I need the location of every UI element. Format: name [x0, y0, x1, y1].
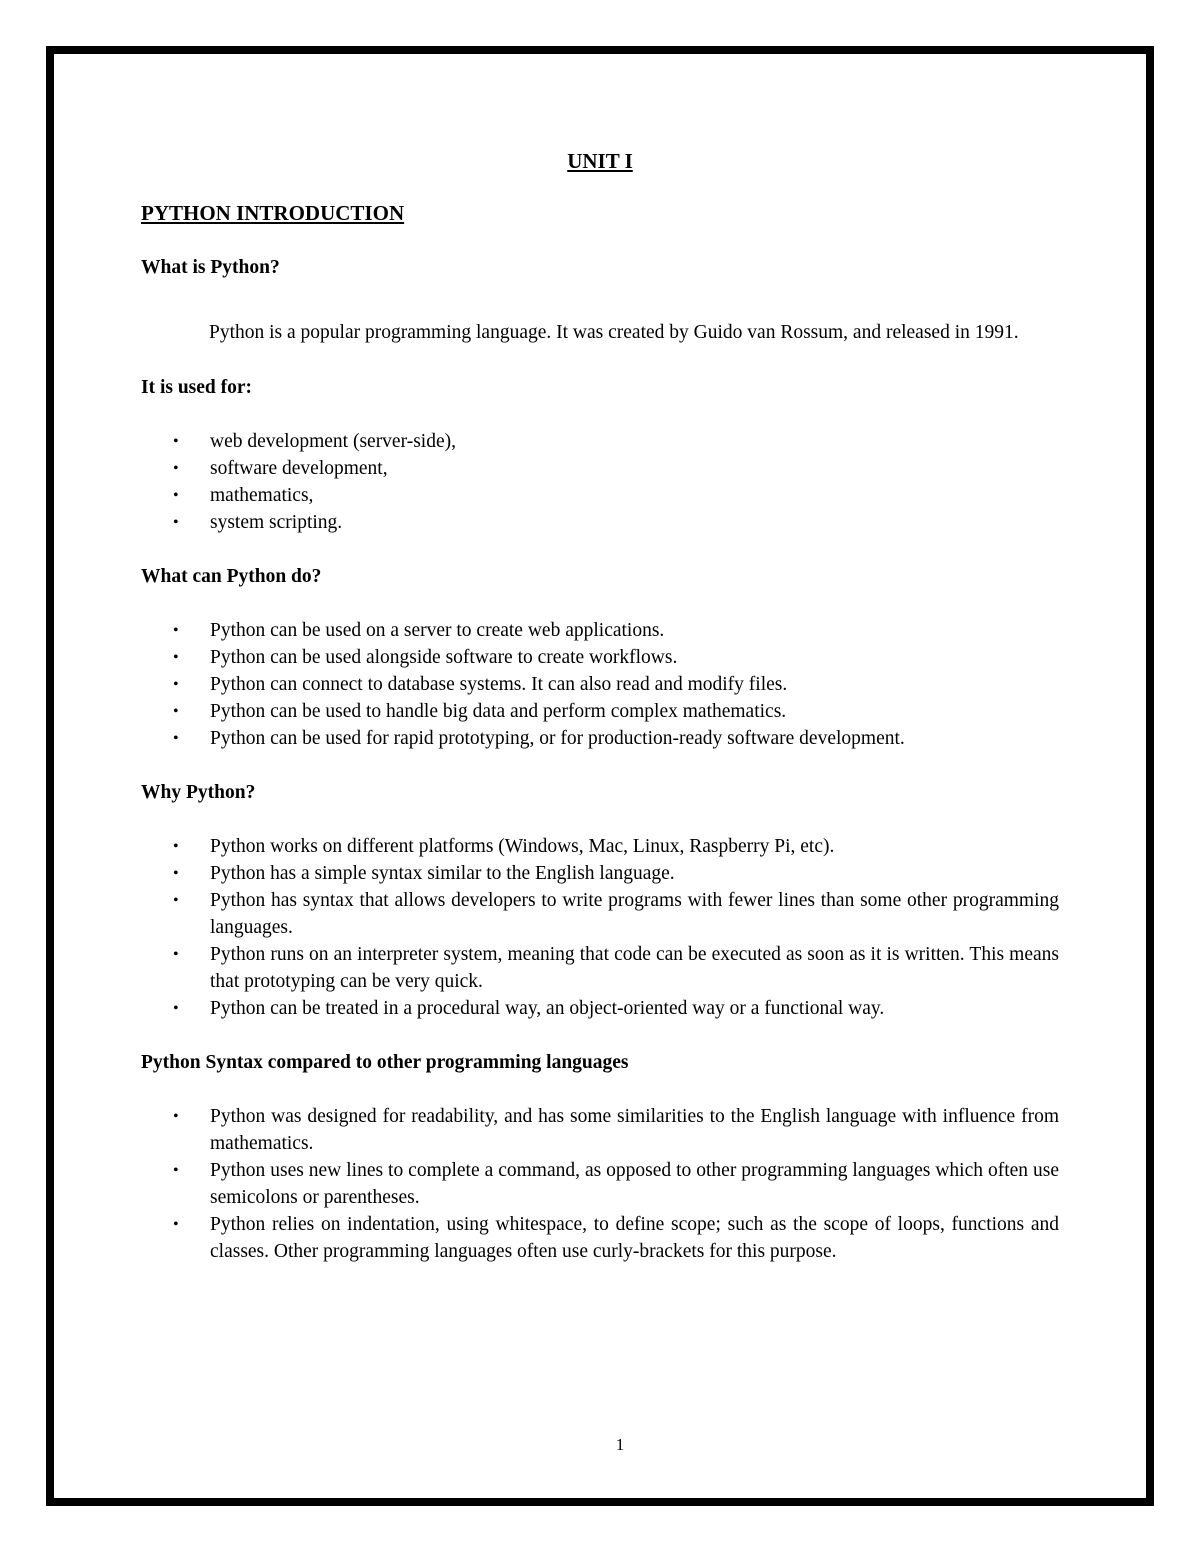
- list-item-text: Python relies on indentation, using whitespace, to define scope; such as the scope of loops, functions and classes. Other programming languages often use curly-brackets for this purpose.: [210, 1214, 1059, 1262]
- list-item-text: Python works on different platforms (Windows, Mac, Linux, Raspberry Pi, etc).: [210, 836, 835, 857]
- bullet-icon: •: [173, 1000, 179, 1017]
- list-item-text: web development (server-side),: [210, 431, 456, 452]
- list-item: [141, 941, 1059, 995]
- list-item-text: Python was designed for readability, and has some similarities to the English language with influence from mathematics.: [210, 1106, 1059, 1154]
- list-item: [141, 1211, 1059, 1265]
- list-item: [141, 428, 1059, 455]
- used-for-heading: It is used for:: [141, 377, 253, 398]
- list-item-text: software development,: [210, 458, 388, 479]
- list-item-text: Python can be treated in a procedural way, an object-oriented way or a functional way.: [210, 998, 885, 1019]
- list-item: [141, 509, 1059, 536]
- bullet-icon: •: [173, 1216, 179, 1233]
- list-item: [141, 995, 1059, 1022]
- bullet-icon: •: [173, 433, 179, 450]
- list-item: [141, 887, 1059, 941]
- document-body: [141, 142, 1059, 1265]
- bullet-icon: •: [173, 622, 179, 639]
- list-item-text: Python can be used to handle big data and perform complex mathematics.: [210, 701, 787, 722]
- bullet-icon: •: [173, 1108, 179, 1125]
- list-item: [141, 644, 1059, 671]
- bullet-icon: •: [173, 1162, 179, 1179]
- list-item-text: Python can connect to database systems. It can also read and modify files.: [210, 674, 788, 695]
- page-number: 1: [615, 1435, 625, 1454]
- bullet-icon: •: [173, 838, 179, 855]
- list-item-text: Python has syntax that allows developers to write programs with fewer lines than some other programming languages.: [210, 890, 1059, 938]
- list-item-text: Python runs on an interpreter system, meaning that code can be executed as soon as it is written. This means that prototyping can be very quick.: [210, 944, 1059, 992]
- list-item: [141, 1157, 1059, 1211]
- what-can-python-do-heading: What can Python do?: [141, 566, 322, 587]
- list-item: [141, 671, 1059, 698]
- list-item-text: Python can be used on a server to create web applications.: [210, 620, 665, 641]
- what-is-python-paragraph: Python is a popular programming language. It was created by Guido van Rossum, and released in 1991.: [209, 322, 1019, 343]
- bullet-icon: •: [173, 676, 179, 693]
- list-item: [141, 482, 1059, 509]
- list-item: [141, 455, 1059, 482]
- syntax-comparison-list: [141, 1103, 1059, 1265]
- unit-title: UNIT I: [567, 149, 633, 173]
- list-item-text: Python can be used for rapid prototyping, or for production-ready software development.: [210, 728, 905, 749]
- bullet-icon: •: [173, 649, 179, 666]
- list-item-text: Python has a simple syntax similar to the English language.: [210, 863, 675, 884]
- bullet-icon: •: [173, 514, 179, 531]
- list-item: [141, 833, 1059, 860]
- list-item: [141, 617, 1059, 644]
- why-python-heading: Why Python?: [141, 782, 256, 803]
- bullet-icon: •: [173, 730, 179, 747]
- why-python-list: [141, 833, 1059, 1022]
- list-item-text: mathematics,: [210, 485, 314, 506]
- bullet-icon: •: [173, 487, 179, 504]
- what-is-python-heading: What is Python?: [141, 257, 280, 278]
- list-item: [141, 1103, 1059, 1157]
- bullet-icon: •: [173, 703, 179, 720]
- can-do-list: [141, 617, 1059, 752]
- main-heading: PYTHON INTRODUCTION: [141, 201, 405, 225]
- bullet-icon: •: [173, 865, 179, 882]
- list-item: [141, 725, 1059, 752]
- list-item: [141, 860, 1059, 887]
- used-for-list: [141, 428, 1059, 536]
- bullet-icon: •: [173, 460, 179, 477]
- bullet-icon: •: [173, 946, 179, 963]
- list-item-text: Python can be used alongside software to create workflows.: [210, 647, 678, 668]
- syntax-comparison-heading: Python Syntax compared to other programming languages: [141, 1052, 629, 1073]
- list-item: [141, 698, 1059, 725]
- bullet-icon: •: [173, 892, 179, 909]
- list-item-text: system scripting.: [210, 512, 343, 533]
- list-item-text: Python uses new lines to complete a command, as opposed to other programming languages which often use semicolons or parentheses.: [210, 1160, 1059, 1208]
